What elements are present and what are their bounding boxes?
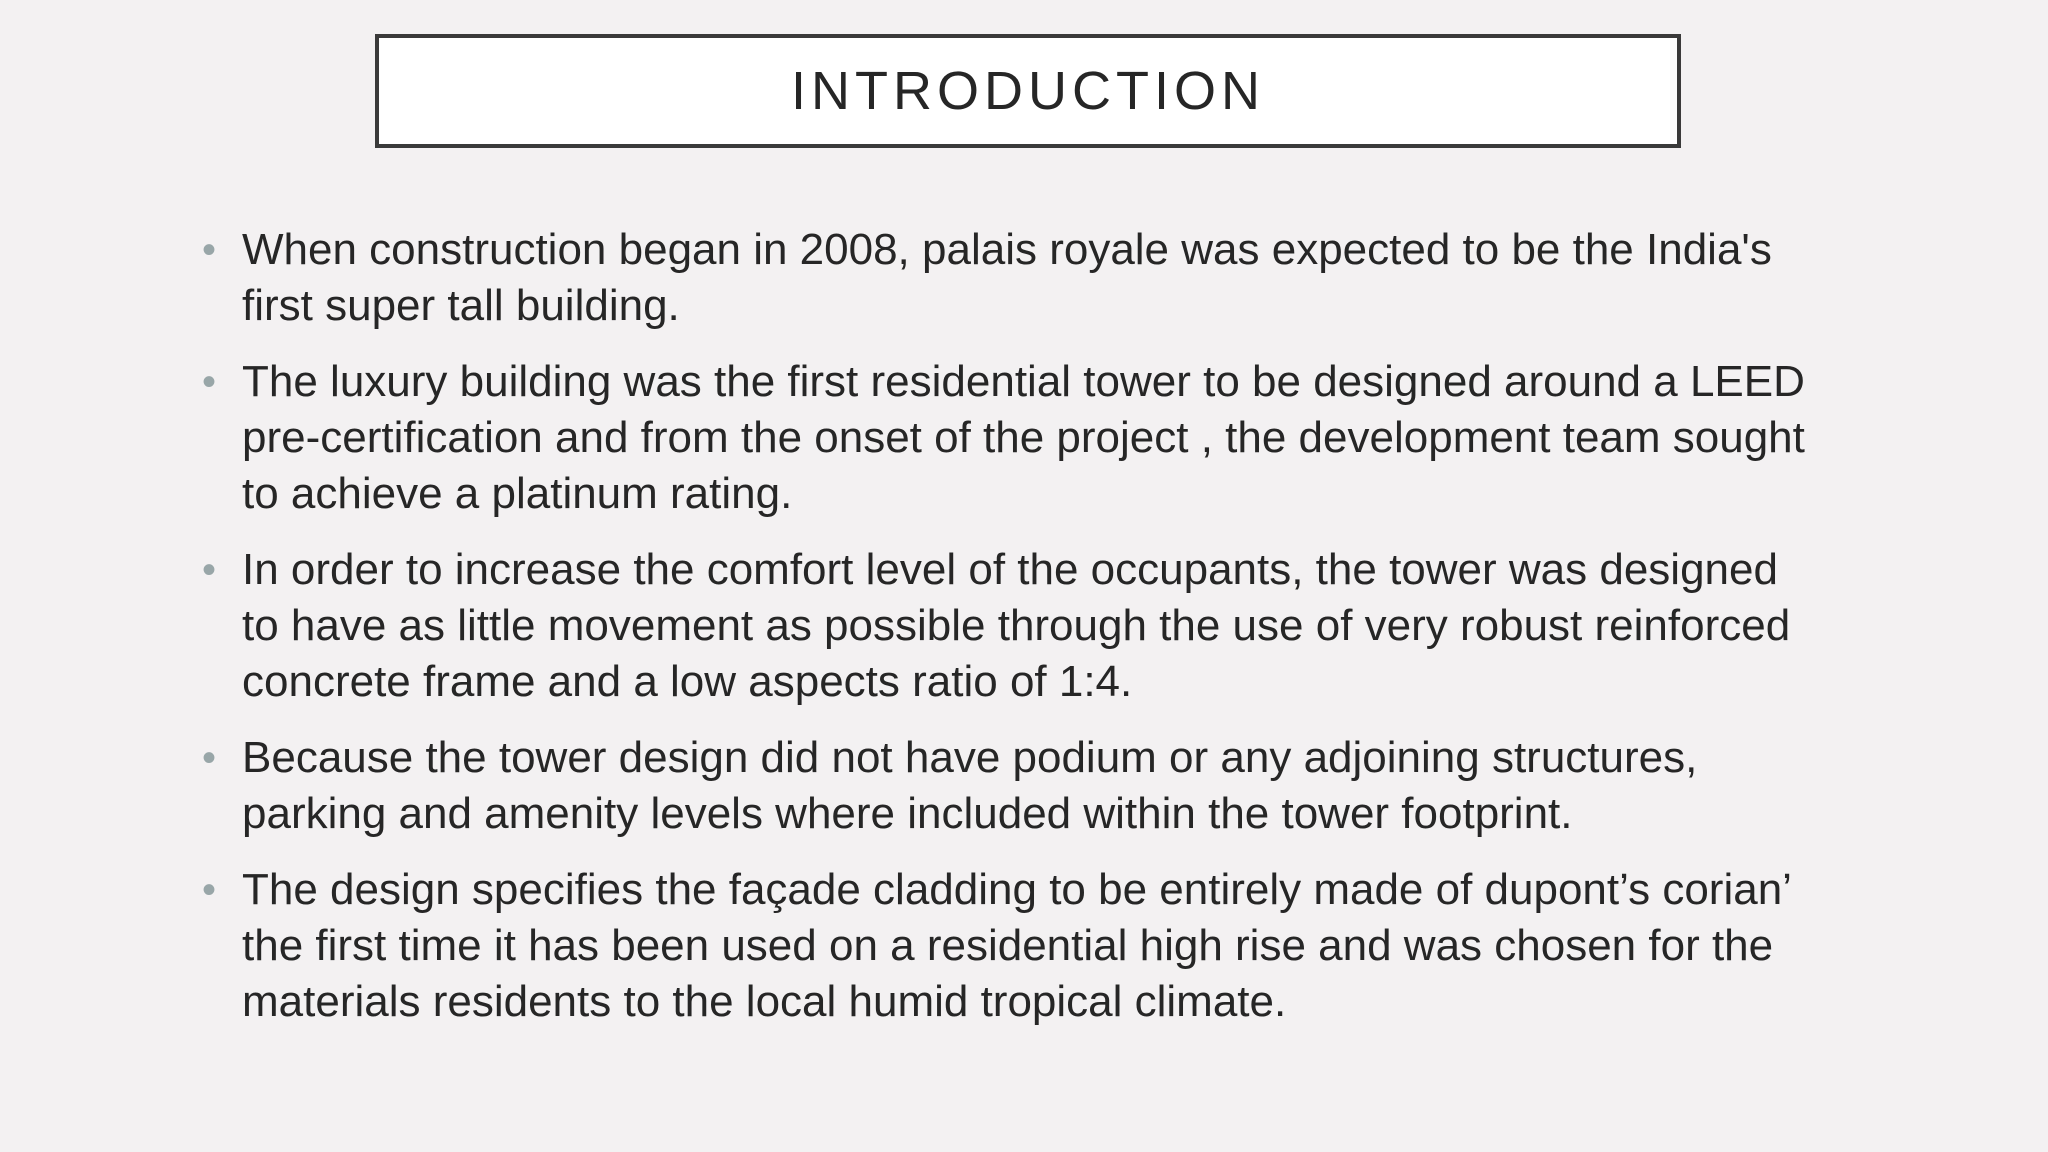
bullet-text: The design specifies the façade cladding to be entirely made of dupont’s corian’ the first time it has been used on a residential high rise and was chosen for the materials residents to the local humid tropical climate. xyxy=(242,865,1791,1026)
bullet-item xyxy=(200,730,1820,842)
bullet-text: When construction began in 2008, palais royale was expected to be the India's first super tall building. xyxy=(242,225,1772,330)
bullet-dot-icon: • xyxy=(202,548,217,592)
bullet-item xyxy=(200,354,1820,522)
bullet-text: Because the tower design did not have podium or any adjoining structures, parking and amenity levels where included within the tower footprint. xyxy=(242,733,1698,838)
title-box xyxy=(375,34,1681,148)
bullet-dot-icon: • xyxy=(202,228,217,272)
bullet-text: The luxury building was the first residential tower to be designed around a LEED pre-certification and from the onset of the project , the development team sought to achieve a platinum rating. xyxy=(242,357,1805,518)
bullet-dot-icon: • xyxy=(202,360,217,404)
bullet-item xyxy=(200,542,1820,710)
bullet-item xyxy=(200,222,1820,334)
slide-content xyxy=(200,222,1820,1050)
bullet-dot-icon: • xyxy=(202,868,217,912)
bullet-dot-icon: • xyxy=(202,736,217,780)
bullet-text: In order to increase the comfort level of the occupants, the tower was designed to have as little movement as possible through the use of very robust reinforced concrete frame and a low aspects ratio of 1:4. xyxy=(242,545,1791,706)
slide-title: INTRODUCTION xyxy=(791,61,1265,121)
bullet-item xyxy=(200,862,1820,1030)
bullet-list xyxy=(200,222,1820,1030)
